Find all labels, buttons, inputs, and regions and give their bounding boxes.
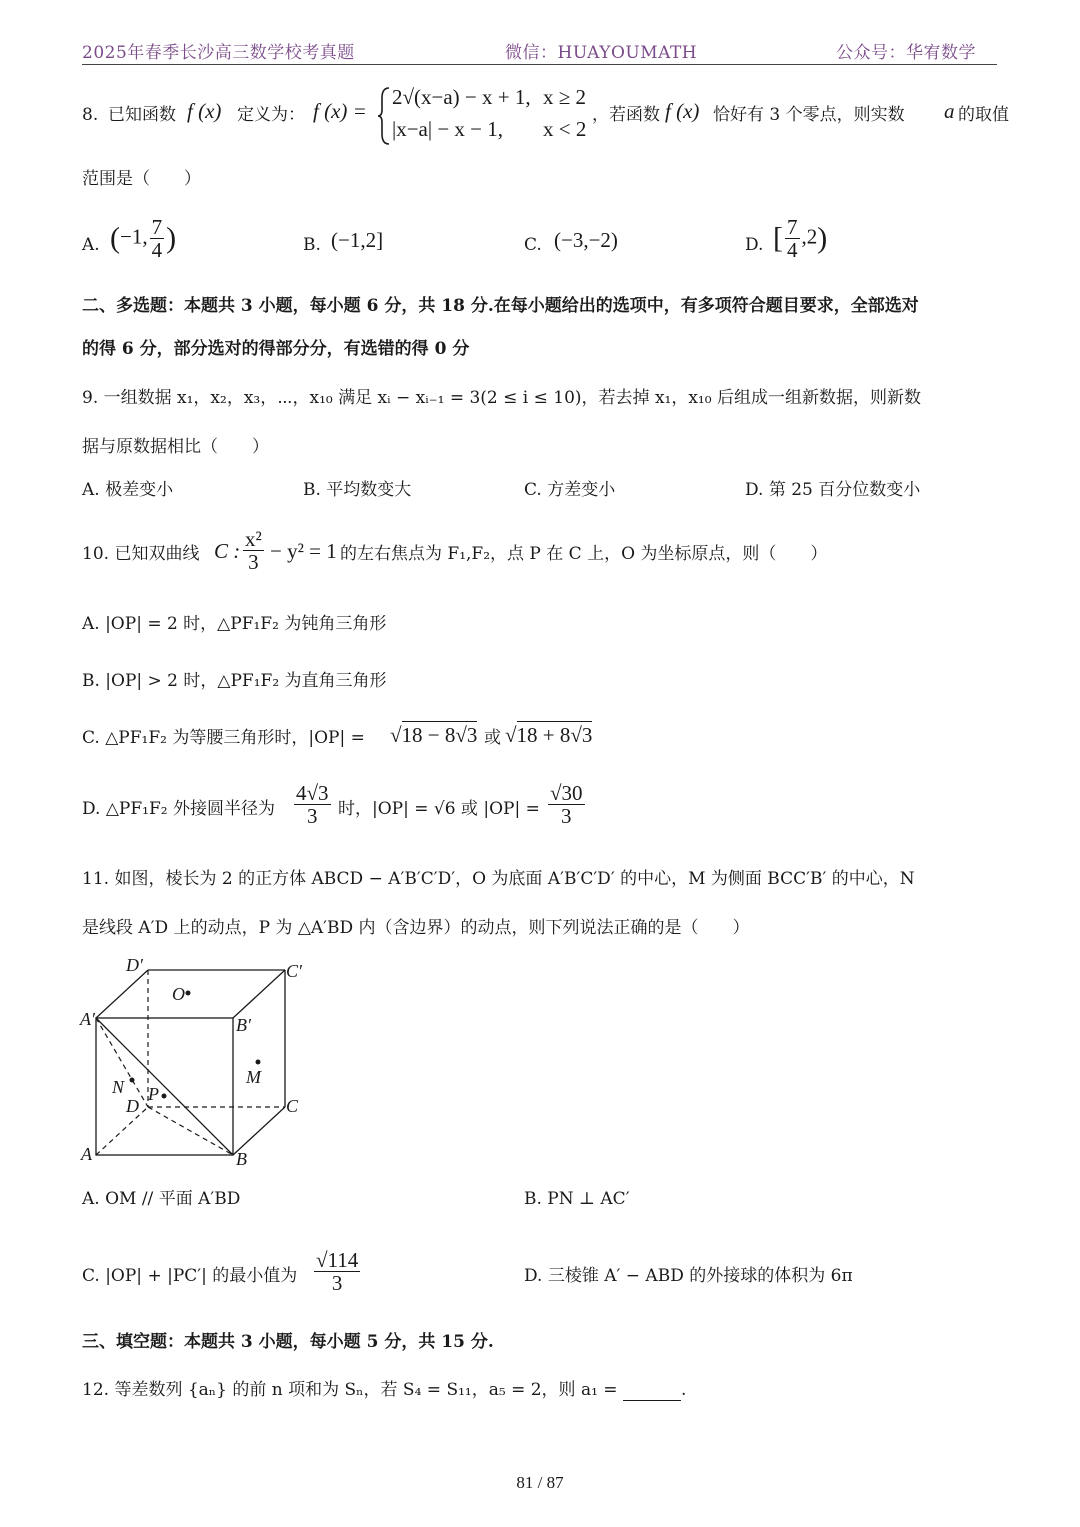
label-c1: C′ (286, 961, 302, 981)
q8-opt-d: [ $\frac{7}{4}$ ,2) (773, 215, 828, 262)
header-center: 微信：HUAYOUMATH (505, 43, 698, 63)
q10-opt-d-den: 3 (307, 804, 318, 828)
q11-opt-c-num: √114 (316, 1248, 359, 1272)
q8-number: 8. (82, 105, 99, 125)
q11-opt-c-pre: C. |OP| + |PC′| 的最小值为 (82, 1266, 298, 1286)
q8-piece1: 2√(x−a) − x + 1, (392, 85, 531, 109)
q8-stem-d: 恰好有 3 个零点，则实数 (713, 105, 905, 125)
q11-opt-a: A. OM // 平面 A′BD (82, 1189, 241, 1209)
q12-answer-blank[interactable] (623, 1382, 681, 1401)
q12-end: . (680, 1380, 687, 1400)
header-right: 公众号：华宥数学 (836, 43, 976, 63)
q8-cond2: x < 2 (543, 117, 587, 141)
q8-fx-2: f (x) = (313, 99, 367, 123)
q10-opt-a: A. |OP| = 2 时，△PF₁F₂ 为钝角三角形 (82, 614, 387, 634)
label-p: P (148, 1084, 159, 1104)
section3-line1: 三、填空题：本题共 3 小题，每小题 5 分，共 15 分. (82, 1332, 494, 1352)
q8-fx-1: f (x) (187, 99, 222, 123)
q11-line2: 是线段 A′D 上的动点，P 为 △A′BD 内（含边界）的动点，则下列说法正确的是（ ） (82, 918, 750, 938)
q8-line2: 范围是（ ） (82, 169, 201, 189)
q8-opt-c: (−3,−2) (554, 228, 618, 252)
q10-opt-d-den2: 3 (561, 804, 572, 828)
label-b: B (236, 1149, 247, 1169)
q9-line2: 据与原数据相比（ ） (82, 437, 269, 457)
label-n: N (112, 1077, 125, 1097)
q11-opt-d: D. 三棱锥 A′ − ABD 的外接球的体积为 6π (524, 1266, 853, 1286)
q10-opt-c-r1: √18 − 8√3 (390, 723, 478, 747)
q10-opt-c-r2-val: 18 + 8√3 (516, 723, 593, 747)
q10-opt-d-frac1 (292, 782, 333, 827)
q8-a-var: a (944, 99, 955, 123)
label-d1: D′ (126, 955, 143, 975)
section2-line1: 二、多选题：本题共 3 小题，每小题 6 分，共 18 分.在每小题给出的选项中，有多项符合题目要求，全部选对 (82, 296, 919, 316)
q11-line1: 11. 如图，棱长为 2 的正方体 ABCD − A′B′C′D′，O 为底面 A′B′C′D′ 的中心，M 为侧面 BCC′B′ 的中心，N (82, 869, 915, 889)
q10-opt-d-mid: 时，|OP| = √6 或 |OP| = (338, 799, 540, 819)
q12-line (82, 1379, 686, 1401)
label-o: O (172, 984, 185, 1004)
q8-piece2: |x−a| − x − 1, (392, 117, 504, 141)
q10-eq-rest: − y² = 1 (270, 539, 337, 563)
q8-opt-b-label: B. (303, 235, 321, 255)
q11-opt-c-frac (312, 1249, 362, 1294)
cube-figure (78, 955, 338, 1170)
q9-opt-b: B. 平均数变大 (303, 480, 412, 500)
q10-opt-c-r2: √18 + 8√3 (505, 723, 593, 747)
q10-post: 的左右焦点为 F₁,F₂，点 P 在 C 上，O 为坐标原点，则（ ） (340, 544, 828, 564)
q10-opt-c-pre: C. △PF₁F₂ 为等腰三角形时，|OP| = (82, 728, 365, 748)
q10-opt-d-num2: √30 (550, 781, 583, 805)
q11-opt-c-den: 3 (331, 1271, 343, 1295)
label-d: D (126, 1096, 139, 1116)
point-n (130, 1078, 135, 1083)
q8-stem-a: 已知函数 (108, 105, 176, 125)
label-a1: A′ (80, 1009, 95, 1029)
header-left: 2025年春季长沙高三数学校考真题 (82, 43, 355, 63)
q10-opt-d-num: 4√3 (296, 781, 329, 805)
q10-opt-d-frac2 (546, 782, 587, 827)
q9-opt-d: D. 第 25 百分位数变小 (745, 480, 921, 500)
q10-pre: 10. 已知双曲线 (82, 544, 200, 564)
label-a: A (81, 1144, 92, 1164)
label-b1: B′ (236, 1015, 251, 1035)
q10-opt-b: B. |OP| > 2 时，△PF₁F₂ 为直角三角形 (82, 671, 387, 691)
page-number: 81 / 87 (516, 1473, 564, 1492)
q8-opt-a: (−1, $\frac{7}{4}$ ) (110, 215, 177, 262)
q8-opt-a-label: A. (82, 235, 100, 255)
q9-line1: 9. 一组数据 x₁，x₂，x₃，⋯，x₁₀ 满足 xᵢ − xᵢ₋₁ = 3(2 ≤ i ≤ 10)，若去掉 x₁，x₁₀ 后组成一组新数据，则新数 (82, 388, 921, 408)
q10-curve: C : (214, 539, 241, 563)
q8-fx-3: f (x) (665, 99, 700, 123)
q8-opt-b: (−1,2] (331, 228, 384, 252)
q8-opt-c-label: C. (524, 235, 542, 255)
q10-opt-c-or: 或 (484, 728, 501, 748)
point-p (162, 1094, 167, 1099)
q8-stem-e: 的取值 (958, 105, 1009, 125)
q8-stem-b: 定义为： (237, 105, 305, 125)
q8-opt-d-label: D. (745, 235, 764, 255)
q8-cond1: x ≥ 2 (543, 85, 587, 109)
q9-opt-a: A. 极差变小 (82, 480, 174, 500)
q12-text: 12. 等差数列 {aₙ} 的前 n 项和为 Sₙ，若 S₄ = S₁₁，a₅ = 2，则 a₁ = (82, 1380, 618, 1400)
label-c: C (286, 1096, 299, 1116)
q10-frac-num: x² (245, 527, 262, 551)
header-divider (82, 64, 997, 65)
q10-opt-c-r1-val: 18 − 8√3 (401, 723, 478, 747)
q11-opt-b: B. PN ⊥ AC′ (524, 1189, 630, 1209)
q9-opt-c: C. 方差变小 (524, 480, 616, 500)
point-m (256, 1060, 261, 1065)
section2-line2: 的得 6 分，部分选对的得部分分，有选错的得 0 分 (82, 339, 470, 359)
q10-frac-den: 3 (248, 550, 259, 574)
q8-brace (377, 86, 391, 146)
q10-frac (241, 528, 266, 573)
q10-opt-d-pre: D. △PF₁F₂ 外接圆半径为 (82, 799, 275, 819)
q8-stem-c: ，若函数 (592, 105, 660, 125)
point-o (186, 991, 191, 996)
label-m: M (246, 1067, 261, 1087)
